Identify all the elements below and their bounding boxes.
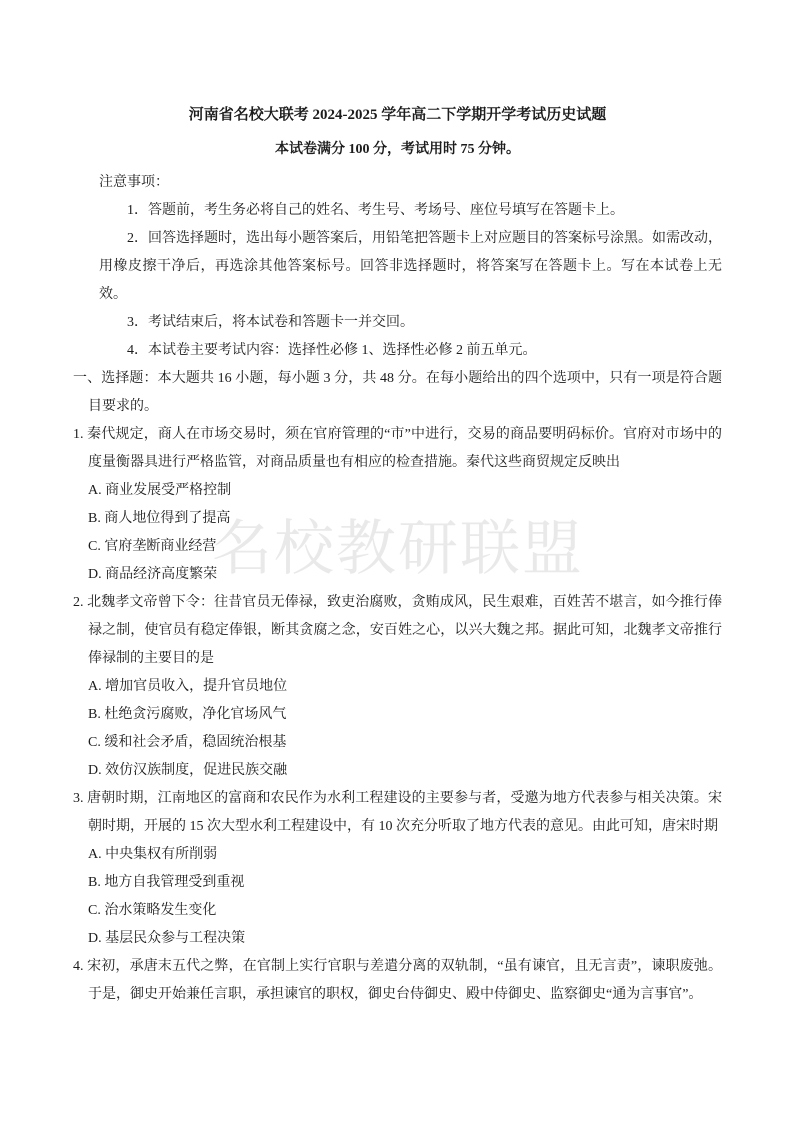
question-4-stem: 4. 宋初，承唐末五代之弊，在官制上实行官职与差遣分离的双轨制，“虽有谏官，且无言责”，谏职废弛。于是，御史开始兼任言职，承担谏官的职权，御史台侍御史、殿中侍御史、监察御史“通为言事官”。 xyxy=(73,959,722,1002)
notice-item-1: 1．答题前，考生务必将自己的姓名、考生号、考场号、座位号填写在答题卡上。 xyxy=(127,203,624,218)
notice-section xyxy=(73,169,722,365)
question-2-option-a: A. 增加官员收入，提升官员地位 xyxy=(88,679,288,694)
question-3-stem: 3. 唐朝时期，江南地区的富商和农民作为水利工程建设的主要参与者，受邀为地方代表参与相关决策。宋朝时期，开展的 15 次大型水利工程建设中，有 10 次充分听取了地方代表的意见。由此可知，唐宋时期 xyxy=(73,791,722,834)
notice-heading: 注意事项： xyxy=(99,175,169,190)
question-3-option-d: D. 基层民众参与工程决策 xyxy=(88,931,246,946)
question-1-option-d: D. 商品经济高度繁荣 xyxy=(88,567,218,582)
section-heading: 一、选择题：本大题共 16 小题，每小题 3 分，共 48 分。在每小题给出的四个选项中，只有一项是符合题目要求的。 xyxy=(73,371,722,414)
notice-item-4: 4．本试卷主要考试内容：选择性必修 1、选择性必修 2 前五单元。 xyxy=(127,343,537,358)
watermark-text: 名校教研联盟 xyxy=(212,516,584,582)
notice-item-3: 3．考试结束后，将本试卷和答题卡一并交回。 xyxy=(127,315,414,330)
question-1-option-b: B. 商人地位得到了提高 xyxy=(88,511,231,526)
question-1-option-a: A. 商业发展受严格控制 xyxy=(88,483,232,498)
notice-item-2: 2．回答选择题时，选出每小题答案后，用铅笔把答题卡上对应题目的答案标号涂黑。如需改动，用橡皮擦干净后，再选涂其他答案标号。回答非选择题时，将答案写在答题卡上。写在本试卷上无效。 xyxy=(99,231,722,302)
page-title: 河南省名校大联考 2024-2025 学年高二下学期开学考试历史试题 xyxy=(188,107,607,123)
question-1-option-c: C. 官府垄断商业经营 xyxy=(88,539,217,554)
question-2-option-c: C. 缓和社会矛盾，稳固统治根基 xyxy=(88,735,287,750)
question-1 xyxy=(73,421,722,589)
question-2 xyxy=(73,589,722,785)
question-2-stem: 2. 北魏孝文帝曾下令：往昔官员无俸禄，致吏治腐败，贪贿成风，民生艰难，百姓苦不堪言，如今推行俸禄之制，使官员有稳定俸银，断其贪腐之念，安百姓之心，以兴大魏之邦。据此可知，北魏孝文帝推行俸禄制的主要目的是 xyxy=(73,595,722,666)
question-1-stem: 1. 秦代规定，商人在市场交易时，须在官府管理的“市”中进行，交易的商品要明码标价。官府对市场中的度量衡器具进行严格监管，对商品质量也有相应的检查措施。秦代这些商贸规定反映出 xyxy=(73,427,722,470)
exam-score-duration: 本试卷满分 100 分，考试用时 75 分钟。 xyxy=(275,142,520,157)
question-3 xyxy=(73,785,722,953)
document-content xyxy=(73,101,722,1009)
question-3-option-b: B. 地方自我管理受到重视 xyxy=(88,875,245,890)
question-2-option-d: D. 效仿汉族制度，促进民族交融 xyxy=(88,763,288,778)
question-4 xyxy=(73,953,722,1009)
question-3-option-c: C. 治水策略发生变化 xyxy=(88,903,217,918)
question-3-option-a: A. 中央集权有所削弱 xyxy=(88,847,218,862)
question-2-option-b: B. 杜绝贪污腐败，净化官场风气 xyxy=(88,707,287,722)
